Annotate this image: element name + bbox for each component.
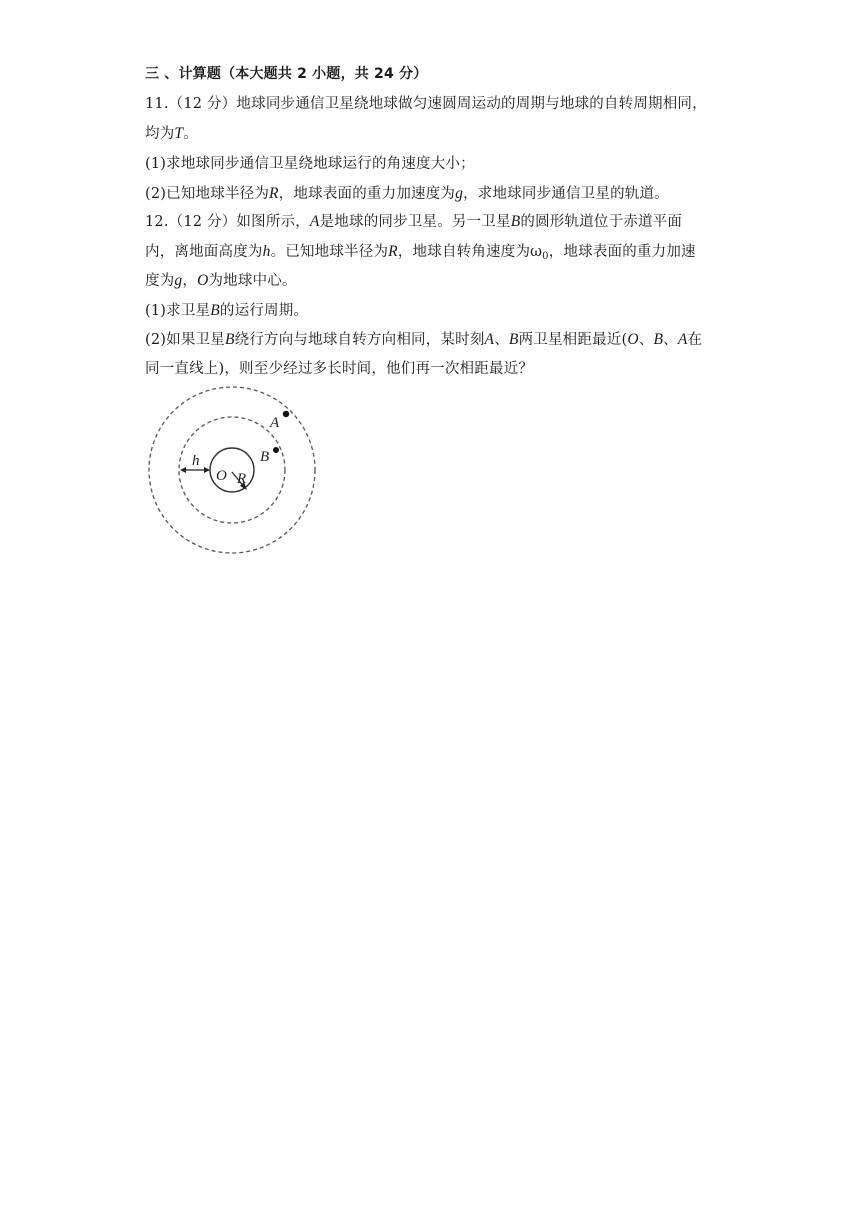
- q12-part-2-line-2: 同一直线上)，则至少经过多长时间，他们再一次相距最近？: [145, 361, 534, 377]
- q11-text: 均为: [145, 126, 175, 142]
- q11-line-1: 11.（12 分）地球同步通信卫星绕地球做匀速圆周运动的周期与地球的自转周期相同，: [145, 96, 707, 112]
- label-b: B: [260, 449, 270, 465]
- q12-line-1: [145, 212, 682, 232]
- label-h: h: [192, 453, 200, 469]
- q12-text: 是地球的同步卫星。另一卫星: [319, 214, 511, 230]
- var-R: R: [388, 243, 398, 260]
- q12-text: 。已知地球半径为: [270, 244, 389, 260]
- q12-text: 、: [638, 332, 654, 348]
- q11-text: (2)已知地球半径为: [145, 186, 270, 202]
- q12-text: (1)求卫星: [145, 303, 211, 319]
- var-B: B: [510, 213, 521, 230]
- height-arrow-head-right: [204, 467, 210, 473]
- label-o: O: [216, 468, 227, 484]
- q12-text: 、: [663, 332, 678, 348]
- q12-text: 绕行方向与地球自转方向相同，某时刻: [234, 332, 485, 348]
- q12-text: 12.（12 分）如图所示，: [145, 214, 310, 230]
- q12-line-3: [145, 271, 297, 291]
- label-a: A: [270, 415, 280, 431]
- q12-text: ，地球表面的重力加速: [548, 244, 696, 260]
- var-g: g: [174, 272, 183, 289]
- subscript-0: 0: [542, 251, 549, 262]
- q12-text: 、: [494, 332, 509, 348]
- q12-text: ，: [182, 273, 198, 289]
- q11-text: ，求地球同步通信卫星的轨道。: [463, 186, 669, 202]
- var-O: O: [627, 331, 639, 348]
- satellite-b: [273, 447, 279, 453]
- q12-text: 为地球中心。: [208, 273, 297, 289]
- orbit-a: [149, 387, 315, 553]
- q12-text: ，地球自转角速度为ω: [397, 244, 543, 260]
- q12-line-2: [145, 242, 696, 267]
- var-A: A: [677, 331, 688, 348]
- q11-text: 。: [183, 126, 198, 142]
- height-arrow-head-left: [180, 467, 186, 473]
- q12-text: 的运行周期。: [219, 303, 309, 319]
- orbit-diagram: [140, 376, 330, 568]
- var-B: B: [508, 331, 519, 348]
- var-g: g: [455, 185, 464, 202]
- var-B: B: [653, 331, 664, 348]
- var-T: T: [174, 125, 184, 142]
- var-O: O: [197, 272, 209, 289]
- q11-part-1: (1)求地球同步通信卫星绕地球运行的角速度大小；: [145, 156, 475, 172]
- satellite-a: [283, 411, 289, 417]
- q11-part-2: [145, 184, 669, 204]
- var-h: h: [262, 243, 271, 260]
- var-A: A: [309, 213, 320, 230]
- q12-text: 度为: [145, 273, 175, 289]
- q12-part-1: [145, 301, 308, 321]
- q12-text: 两卫星相距最近(: [518, 332, 628, 348]
- var-B: B: [224, 331, 235, 348]
- label-r: R: [237, 471, 247, 487]
- section-heading: 三 、计算题（本大题共 2 小题，共 24 分）: [145, 66, 428, 82]
- var-R: R: [269, 185, 279, 202]
- q11-line-2: [145, 124, 198, 144]
- q12-part-2-line-1: [145, 330, 702, 350]
- var-A: A: [484, 331, 495, 348]
- q12-text: 的圆形轨道位于赤道平面: [520, 214, 683, 230]
- q11-text: ，地球表面的重力加速度为: [278, 186, 456, 202]
- q12-text: 在: [687, 332, 703, 348]
- q12-text: (2)如果卫星: [145, 332, 225, 348]
- q12-text: 内，离地面高度为: [145, 244, 263, 260]
- var-B: B: [210, 302, 220, 319]
